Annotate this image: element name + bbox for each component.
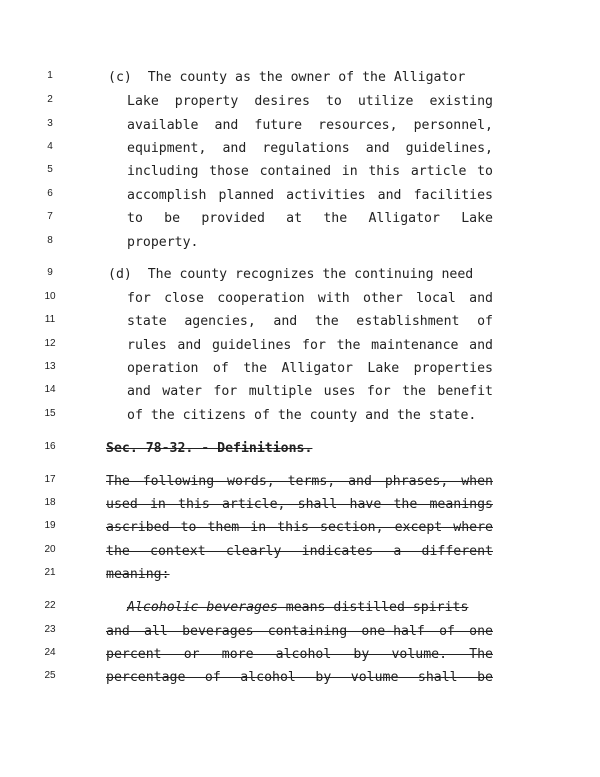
line-number: 22 [44, 600, 56, 611]
text-line: percentage of alcohol by volume shall be [106, 670, 493, 685]
line-number: 12 [44, 338, 56, 349]
line-number: 9 [47, 267, 53, 278]
line-number: 21 [44, 567, 56, 578]
text-line: ascribed to them in this section, except where [106, 520, 493, 535]
line-number: 19 [44, 520, 56, 531]
text-line: the context clearly indicates a different [106, 544, 493, 559]
line-number: 17 [44, 474, 56, 485]
text-line: operation of the Alligator Lake properties [127, 361, 493, 376]
defined-term: Alcoholic beverages [127, 600, 278, 615]
text-line: property. [127, 235, 199, 250]
text-line: The following words, terms, and phrases, when [106, 474, 493, 489]
line-number: 11 [44, 314, 56, 325]
line-number: 18 [44, 497, 56, 508]
line-number: 24 [44, 647, 56, 658]
line-number: 6 [47, 188, 53, 199]
text-line: state agencies, and the establishment of [127, 314, 493, 329]
text-line: accomplish planned activities and facilities [127, 188, 493, 203]
text-line: (c) The county as the owner of the Alligator [108, 70, 466, 85]
text-line: rules and guidelines for the maintenance and [127, 338, 493, 353]
text-line: and all beverages containing one-half of one [106, 624, 493, 639]
definition-text: means distilled spirits [277, 600, 469, 615]
text-line: and water for multiple uses for the benefit [127, 384, 493, 399]
line-number: 16 [44, 441, 56, 452]
line-number: 20 [44, 544, 56, 555]
line-number: 1 [47, 70, 53, 81]
text-line: equipment, and regulations and guidelines, [127, 141, 493, 156]
text-line: available and future resources, personnel, [127, 118, 493, 133]
line-number: 14 [44, 384, 56, 395]
text-line: meaning: [106, 567, 170, 582]
line-number: 10 [44, 291, 56, 302]
line-number: 13 [44, 361, 56, 372]
text-line [127, 600, 468, 616]
line-number: 3 [47, 118, 53, 129]
section-heading: Sec. 78-32. - Definitions. [106, 441, 313, 456]
text-line: used in this article, shall have the meanings [106, 497, 493, 512]
line-number: 2 [47, 94, 53, 105]
line-number: 5 [47, 164, 53, 175]
text-line: for close cooperation with other local and [127, 291, 493, 306]
text-line: of the citizens of the county and the state. [127, 408, 477, 423]
text-line: (d) The county recognizes the continuing need [108, 267, 474, 282]
text-line: including those contained in this article to [127, 164, 493, 179]
line-number: 15 [44, 408, 56, 419]
line-number: 7 [47, 211, 53, 222]
text-line: percent or more alcohol by volume. The [106, 647, 493, 662]
text-line: to be provided at the Alligator Lake [127, 211, 493, 226]
line-number: 8 [47, 235, 53, 246]
text-line: Lake property desires to utilize existing [127, 94, 493, 109]
line-number: 4 [47, 141, 53, 152]
line-number: 25 [44, 670, 56, 681]
line-number: 23 [44, 624, 56, 635]
